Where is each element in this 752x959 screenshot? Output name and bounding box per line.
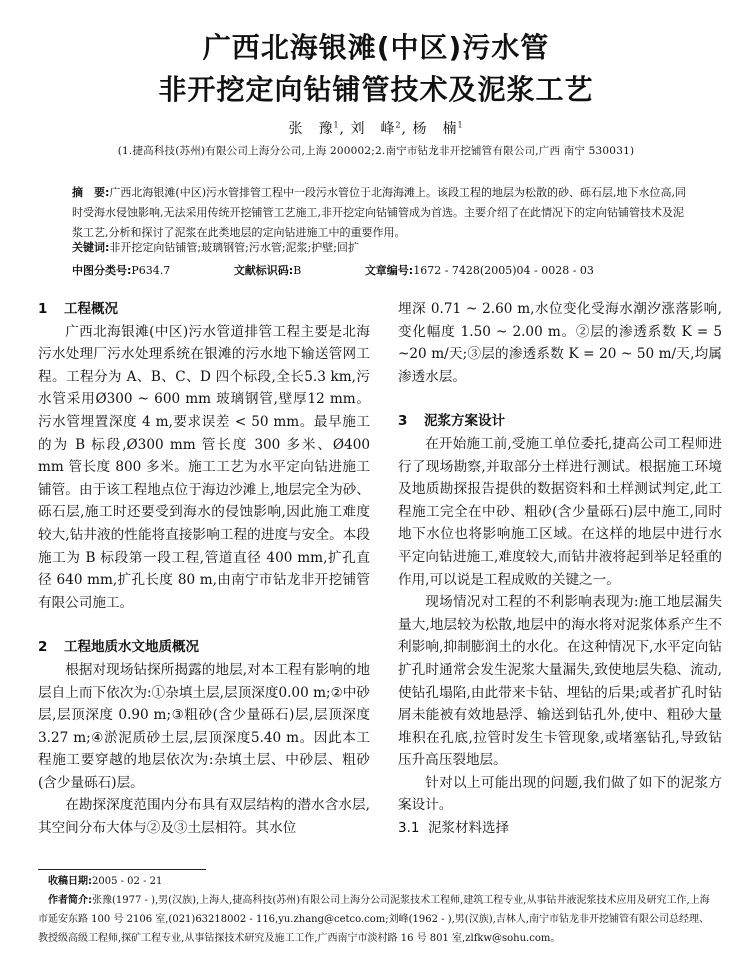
received-value: 2005 - 02 - 21 (92, 876, 163, 887)
section-1-paragraph: 广西北海银滩(中区)污水管道排管工程主要是北海污水处理厂污水处理系统在银滩的污水地下输送管网工程。工程分为 A、B、C、D 四个标段,全长5.3 km,污水管采用Ø300 ~ 600 mm 玻璃钢管,壁厚12 mm。污水管埋置深度 4 m,要求误差 < 50 mm。最早施工的为 B 标段,Ø300 mm 管长度 300 多米、Ø400 mm 管长度 800 多米。施工工艺为水平定向钻进施工铺管。由于该工程地点位于海边沙滩上,地层完全为砂、砾石层,施工时还要受到海水的侵蚀影响,因此施工难度较大,钻井液的性能将直接影响工程的进度与安全。本段施工为 B 标段第一段工程,管道直径 400 mm,扩孔直径 640 mm,扩孔长度 80 m,由南宁市钻龙非开挖铺管有限公司施工。 (38, 323, 370, 611)
section-title: 泥浆方案设计 (424, 413, 505, 430)
classification-line (72, 262, 654, 278)
author-affiliation-mark: 1 (333, 120, 340, 130)
left-column (38, 298, 370, 840)
footnote-divider (38, 869, 206, 870)
section-title: 工程概况 (64, 301, 118, 317)
section-number: 2 (38, 639, 48, 656)
author-list (0, 118, 752, 138)
author-bio (38, 891, 718, 948)
subsection-3-1-heading (398, 817, 722, 840)
article-number (365, 264, 624, 277)
abstract (72, 183, 690, 243)
section-2-heading (38, 636, 370, 659)
section-3-paragraph: 针对以上可能出现的问题,我们做了如下的泥浆方案设计。 (398, 774, 722, 814)
article-number-label: 文章编号: (364, 264, 414, 277)
bio-label: 作者简介: (48, 895, 92, 906)
keywords-label: 关键词: (72, 241, 110, 254)
affiliations: (1.捷高科技(苏州)有限公司上海分公司,上海 200002;2.南宁市钻龙非开挖铺管有限公司,广西 南宁 530031) (117, 145, 635, 157)
section-3-heading (398, 410, 722, 433)
section-3-paragraph: 在开始施工前,受施工单位委托,捷高公司工程师进行了现场勘察,并取部分土样进行测试。根据施工环境及地质勘探报告提供的数据资料和土样测试判定,此工程施工完全在中砂、粗砂(含少量砾石)层中施工,同时地下水位也将影响施工区域。在这样的地层中进行水平定向钻进施工,难度较大,而钻井液将起到举足轻重的作用,可以说是工程成败的关键之一。 (398, 435, 722, 588)
section-2-paragraph: 根据对现场钻探所揭露的地层,对本工程有影响的地层自上而下依次为:①杂填土层,层顶深度0.00 m;②中砂层,层顶深度 0.90 m;③粗砂(含少量砾石)层,层顶深度 3.27 m;④淤泥质砂土层,层顶深度5.40 m。因此本工程施工要穿越的地层依次为:杂填土层、中砂层、粗砂(含少量砾石)层。 (38, 661, 370, 791)
section-title: 工程地质水文地质概况 (64, 639, 199, 656)
section-1-heading (38, 298, 370, 321)
keywords-text: 非开挖定向钻铺管;玻璃钢管;污水管;泥浆;护壁;回扩 (109, 241, 359, 254)
clc-number (72, 264, 200, 277)
section-number: 1 (38, 301, 48, 317)
clc-value: P634.7 (131, 264, 171, 277)
section-2-paragraph-2-continued: 埋深 0.71 ~ 2.60 m,水位变化受海水潮汐涨落影响,变化幅度 1.50 ~ 2.00 m。②层的渗透系数 K = 5 ~20 m/天;③层的渗透系数 K = 20 ~ 50 m/天,均属渗透水层。 (398, 301, 722, 385)
author-separator: , (339, 121, 345, 137)
received-date (48, 872, 728, 891)
keywords (72, 239, 359, 255)
section-number: 3 (398, 413, 408, 430)
right-column (398, 298, 722, 840)
article-number-value: 1672 - 7428(2005)04 - 0028 - 03 (413, 264, 594, 277)
received-label: 收稿日期: (48, 876, 92, 887)
clc-label: 中图分类号: (72, 264, 132, 277)
author-affiliation-mark: 2 (395, 120, 402, 130)
subsection-title: 泥浆材料选择 (428, 820, 509, 837)
author-separator: , (401, 121, 407, 137)
author-name: 刘 峰 (350, 121, 396, 137)
paper-title-line-1: 广西北海银滩(中区)污水管 (202, 31, 550, 64)
doc-code-label: 文献标识码: (233, 264, 294, 277)
doc-code-value: B (293, 264, 302, 277)
section-2-paragraph-2-start: 在勘探深度范围内分布具有双层结构的潜水含水层,其空间分布大体与②及③土层相符。其水位 (38, 797, 370, 837)
abstract-label: 摘 要: (72, 186, 110, 199)
paper-title-line-2: 非开挖定向钻铺管技术及泥浆工艺 (158, 73, 594, 106)
document-code (234, 264, 332, 277)
author-name: 杨 楠 (412, 121, 458, 137)
section-3-paragraph: 现场情况对工程的不利影响表现为:施工地层漏失量大,地层较为松散,地层中的海水将对泥浆体系产生不利影响,抑制膨润土的水化。在这种情况下,水平定向钻扩孔时通常会发生泥浆大量漏失,致使地层失稳、流动,使钻孔塌陷,由此带来卡钻、埋钻的后果;或者扩孔时钻屑未能被有效地悬浮、输送到钻孔外,使中、粗砂大量堆积在孔底,拉管时发生卡管现象,或堵塞钻孔,导致钻压升高压裂地层。 (398, 594, 722, 769)
author-name: 张 豫 (288, 121, 334, 137)
subsection-number: 3.1 (398, 820, 420, 837)
abstract-text: 广西北海银滩(中区)污水管排管工程中一段污水管位于北海海滩上。该段工程的地层为松散的砂、砾石层,地下水位高,同时受海水侵蚀影响,无法采用传统开挖铺管工艺施工,非开挖定向钻铺管成为首选。主要介绍了在此情况下的定向钻铺管技术及泥浆工艺,分析和探讨了泥浆在此类地层的定向钻进施工中的重要作用。 (72, 186, 686, 239)
bio-text: 张豫(1977 - ),男(汉族),上海人,捷高科技(苏州)有限公司上海分公司泥浆技术工程师,建筑工程专业,从事钻井液泥浆技术应用及研究工作,上海市延安东路 100 号 2106 室,(021)63218002 - 116,yu.zhang@cetco.com;刘峰(1962 - ),男(汉族),吉林人,南宁市钻龙非开挖铺管有限公司总经理、教授级高级工程师,探矿工程专业,从事钻探技术研究及施工工作,广西南宁市淡村路 16 号 801 室,zlfkw@sohu.com。 (38, 895, 710, 944)
author-affiliation-mark: 1 (457, 120, 464, 130)
